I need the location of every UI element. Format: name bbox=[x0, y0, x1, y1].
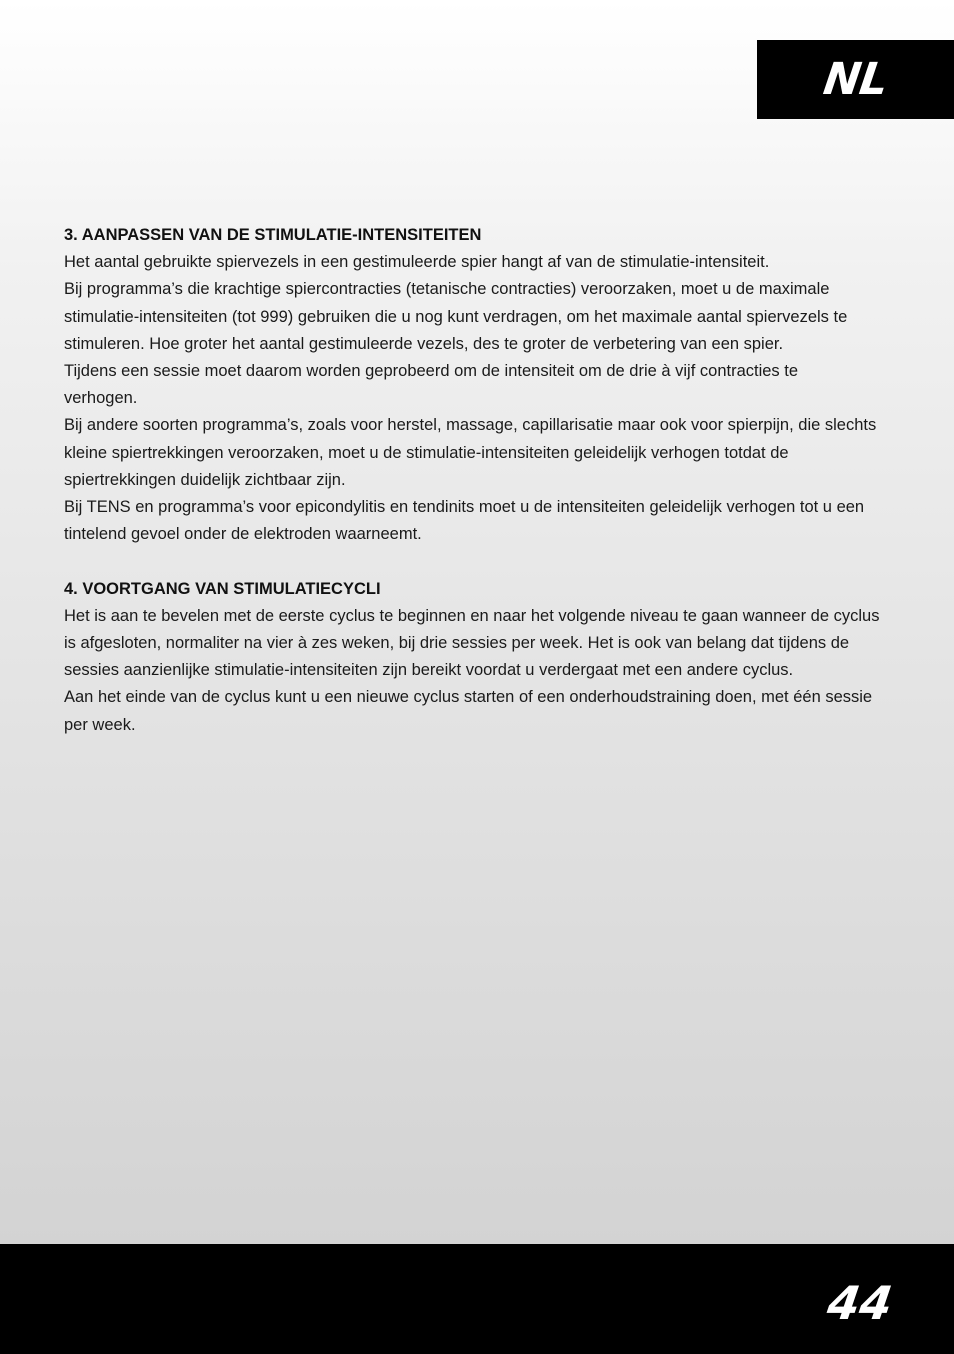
footer-bar bbox=[0, 1244, 954, 1354]
paragraph: Het is aan te bevelen met de eerste cyclus te beginnen en naar het volgende niveau te gaan wanneer de cyclus is afgesloten, normaliter na vier à zes weken, bij drie sessies per week. Het is ook van belang dat tijdens de sessies aanzienlijke stimulatie-intensiteiten zijn bereikt voordat u verdergaat met een andere cyclus. bbox=[64, 606, 880, 680]
main-content bbox=[64, 222, 890, 766]
section-heading: 4. VOORTGANG VAN STIMULATIECYCLI bbox=[64, 579, 381, 598]
page-number: 44 bbox=[824, 1276, 896, 1330]
language-tab bbox=[757, 40, 954, 119]
paragraph: Tijdens een sessie moet daarom worden geprobeerd om de intensiteit om de drie à vijf contracties te verhogen. bbox=[64, 362, 799, 408]
paragraph: Aan het einde van de cyclus kunt u een nieuwe cyclus starten of een onderhoudstraining doen, met één sessie per week. bbox=[64, 688, 873, 734]
section-intensity bbox=[64, 222, 890, 548]
paragraph: Bij TENS en programma’s voor epicondylitis en tendinits moet u de intensiteiten geleidelijk verhogen tot u een tintelend gevoel onder de elektroden waarneemt. bbox=[64, 498, 865, 544]
paragraph: Het aantal gebruikte spiervezels in een gestimuleerde spier hangt af van de stimulatie-intensiteit. bbox=[64, 253, 770, 272]
paragraph: Bij andere soorten programma’s, zoals voor herstel, massage, capillarisatie maar ook voor spierpijn, die slechts kleine spiertrekkingen veroorzaken, moet u de stimulatie-intensiteiten geleidelijk verhogen totdat de spiertrekkingen duidelijk zichtbaar zijn. bbox=[64, 416, 877, 489]
section-heading: 3. AANPASSEN VAN DE STIMULATIE-INTENSITEITEN bbox=[64, 226, 482, 244]
section-progression bbox=[64, 576, 890, 739]
paragraph: Bij programma’s die krachtige spiercontracties (tetanische contracties) veroorzaken, moet u de maximale stimulatie-intensiteiten (tot 999) gebruiken die u nog kunt verdragen, om het maximale aantal spiervezels te stimuleren. Hoe groter het aantal gestimuleerde vezels, des te groter de verbetering van een spier. bbox=[64, 280, 848, 353]
language-tab-label: NL bbox=[820, 53, 891, 105]
